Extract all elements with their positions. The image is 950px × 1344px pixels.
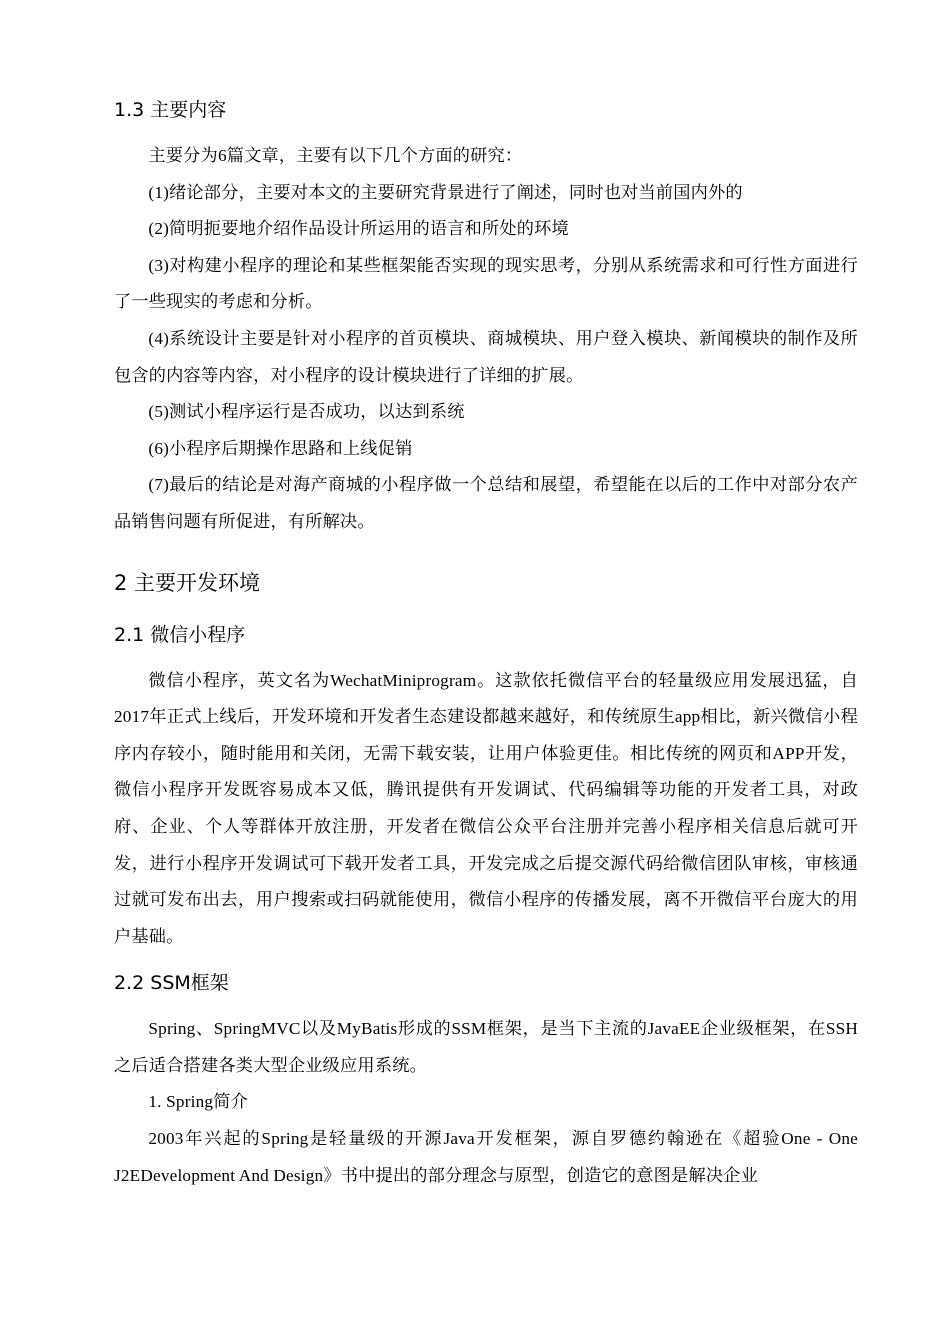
section-heading-2-2: 2.2 SSM框架	[114, 972, 229, 995]
paragraph: (1)绪论部分，主要对本文的主要研究背景进行了阐述，同时也对当前国内外的	[148, 182, 743, 202]
section-heading-2: 2 主要开发环境	[114, 570, 261, 595]
paragraph: (7)最后的结论是对海产商城的小程序做一个总结和展望，希望能在以后的工作中对部分农产品销售问题有所促进，有所解决。	[114, 475, 858, 531]
section-heading-1-3: 1.3 主要内容	[114, 99, 227, 121]
document-body	[114, 92, 858, 1194]
paragraph: 1. Spring简介	[148, 1092, 248, 1112]
paragraph: (5)测试小程序运行是否成功，以达到系统	[148, 402, 465, 422]
paragraph: 主要分为6篇文章，主要有以下几个方面的研究：	[148, 146, 523, 165]
paragraph: (4)系统设计主要是针对小程序的首页模块、商城模块、用户登入模块、新闻模块的制作及所包含的内容等内容，对小程序的设计模块进行了详细的扩展。	[114, 328, 858, 385]
paragraph: (2)简明扼要地介绍作品设计所运用的语言和所处的环境	[148, 219, 569, 239]
paragraph: Spring、SpringMVC以及MyBatis形成的SSM框架，是当下主流的JavaEE企业级框架，在SSH之后适合搭建各类大型企业级应用系统。	[114, 1019, 858, 1075]
paragraph: 微信小程序，英文名为WechatMiniprogram。这款依托微信平台的轻量级应用发展迅猛，自2017年正式上线后，开发环境和开发者生态建设都越来越好，和传统原生app相比，新兴微信小程序内存较小，随时能用和关闭，无需下载安装，让用户体验更佳。相比传统的网页和APP开发，微信小程序开发既容易成本又低，腾讯提供有开发调试、代码编辑等功能的开发者工具，对政府、企业、个人等群体开放注册，开发者在微信公众平台注册并完善小程序相关信息后就可开发，进行小程序开发调试可下载开发者工具，开发完成之后提交源代码给微信团队审核，审核通过就可发布出去，用户搜索或扫码就能使用，微信小程序的传播发展，离不开微信平台庞大的用户基础。	[114, 670, 858, 946]
section-heading-2-1: 2.1 微信小程序	[114, 623, 246, 646]
paragraph: (3)对构建小程序的理论和某些框架能否实现的现实思考，分别从系统需求和可行性方面进行了一些现实的考虑和分析。	[114, 255, 858, 312]
paragraph: (6)小程序后期操作思路和上线促销	[148, 438, 413, 458]
paragraph: 2003年兴起的Spring是轻量级的开源Java开发框架，源自罗德约翰逊在《超验One - One J2EDevelopment And Design》书中提出的部分理念与原型，创造它的意图是解决企业	[114, 1129, 858, 1185]
